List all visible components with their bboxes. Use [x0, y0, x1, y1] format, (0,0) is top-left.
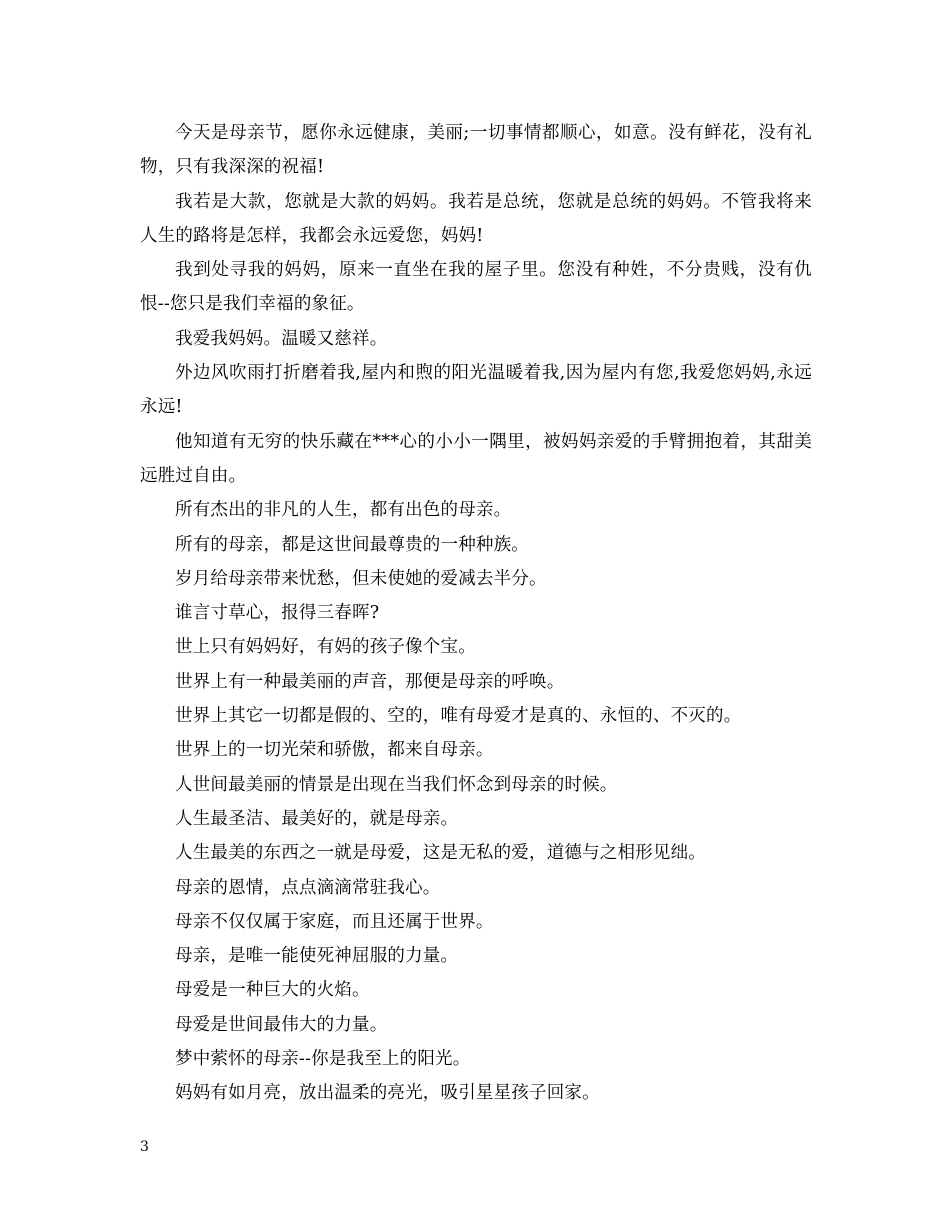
page-number: 3 [140, 1139, 149, 1155]
paragraph-20: 母亲，是唯一能使死神屈服的力量。 [175, 946, 459, 967]
paragraph-24: 妈妈有如月亮，放出温柔的亮光，吸引星星孩子回家。 [175, 1083, 600, 1104]
paragraph-14: 世界上的一切光荣和骄傲，都来自母亲。 [175, 740, 494, 761]
paragraph-18: 母亲的恩情，点点滴滴常驻我心。 [175, 877, 441, 898]
paragraph-3: 我到处寻我的妈妈，原来一直坐在我的屋子里。您没有种姓，不分贵贱，没有仇恨--您只是我们幸福的象征。 [140, 260, 812, 315]
paragraph-13: 世界上其它一切都是假的、空的，唯有母爱才是真的、永恒的、不灭的。 [175, 706, 742, 727]
page-body [140, 116, 812, 1111]
paragraph-1: 今天是母亲节，愿你永远健康，美丽;一切事情都顺心，如意。没有鲜花，没有礼物，只有我深深的祝福! [140, 123, 812, 178]
paragraph-23: 梦中萦怀的母亲--你是我至上的阳光。 [175, 1049, 471, 1070]
paragraph-5: 外边风吹雨打折磨着我,屋内和煦的阳光温暖着我,因为屋内有您,我爱您妈妈,永远永远! [140, 363, 812, 418]
paragraph-15: 人世间最美丽的情景是出现在当我们怀念到母亲的时候。 [175, 774, 618, 795]
paragraph-10: 谁言寸草心，报得三春晖? [175, 603, 380, 624]
paragraph-19: 母亲不仅仅属于家庭，而且还属于世界。 [175, 911, 494, 932]
paragraph-11: 世上只有妈妈好，有妈的孩子像个宝。 [175, 637, 476, 658]
paragraph-4: 我爱我妈妈。温暖又慈祥。 [175, 328, 388, 349]
paragraph-8: 所有的母亲，都是这世间最尊贵的一种种族。 [175, 534, 529, 555]
paragraph-21: 母爱是一种巨大的火焰。 [175, 980, 370, 1001]
paragraph-17: 人生最美的东西之一就是母爱，这是无私的爱，道德与之相形见绌。 [175, 843, 706, 864]
paragraph-2: 我若是大款，您就是大款的妈妈。我若是总统，您就是总统的妈妈。不管我将来人生的路将是怎样，我都会永远爱您，妈妈! [140, 191, 812, 246]
paragraph-6: 他知道有无穷的快乐藏在***心的小小一隅里，被妈妈亲爱的手臂拥抱着，其甜美远胜过自由。 [140, 431, 812, 486]
paragraph-7: 所有杰出的非凡的人生，都有出色的母亲。 [175, 500, 512, 521]
paragraph-12: 世界上有一种最美丽的声音，那便是母亲的呼唤。 [175, 671, 565, 692]
paragraph-22: 母爱是世间最伟大的力量。 [175, 1014, 388, 1035]
paragraph-9: 岁月给母亲带来忧愁，但未使她的爱减去半分。 [175, 568, 547, 589]
paragraph-16: 人生最圣洁、最美好的，就是母亲。 [175, 808, 459, 829]
